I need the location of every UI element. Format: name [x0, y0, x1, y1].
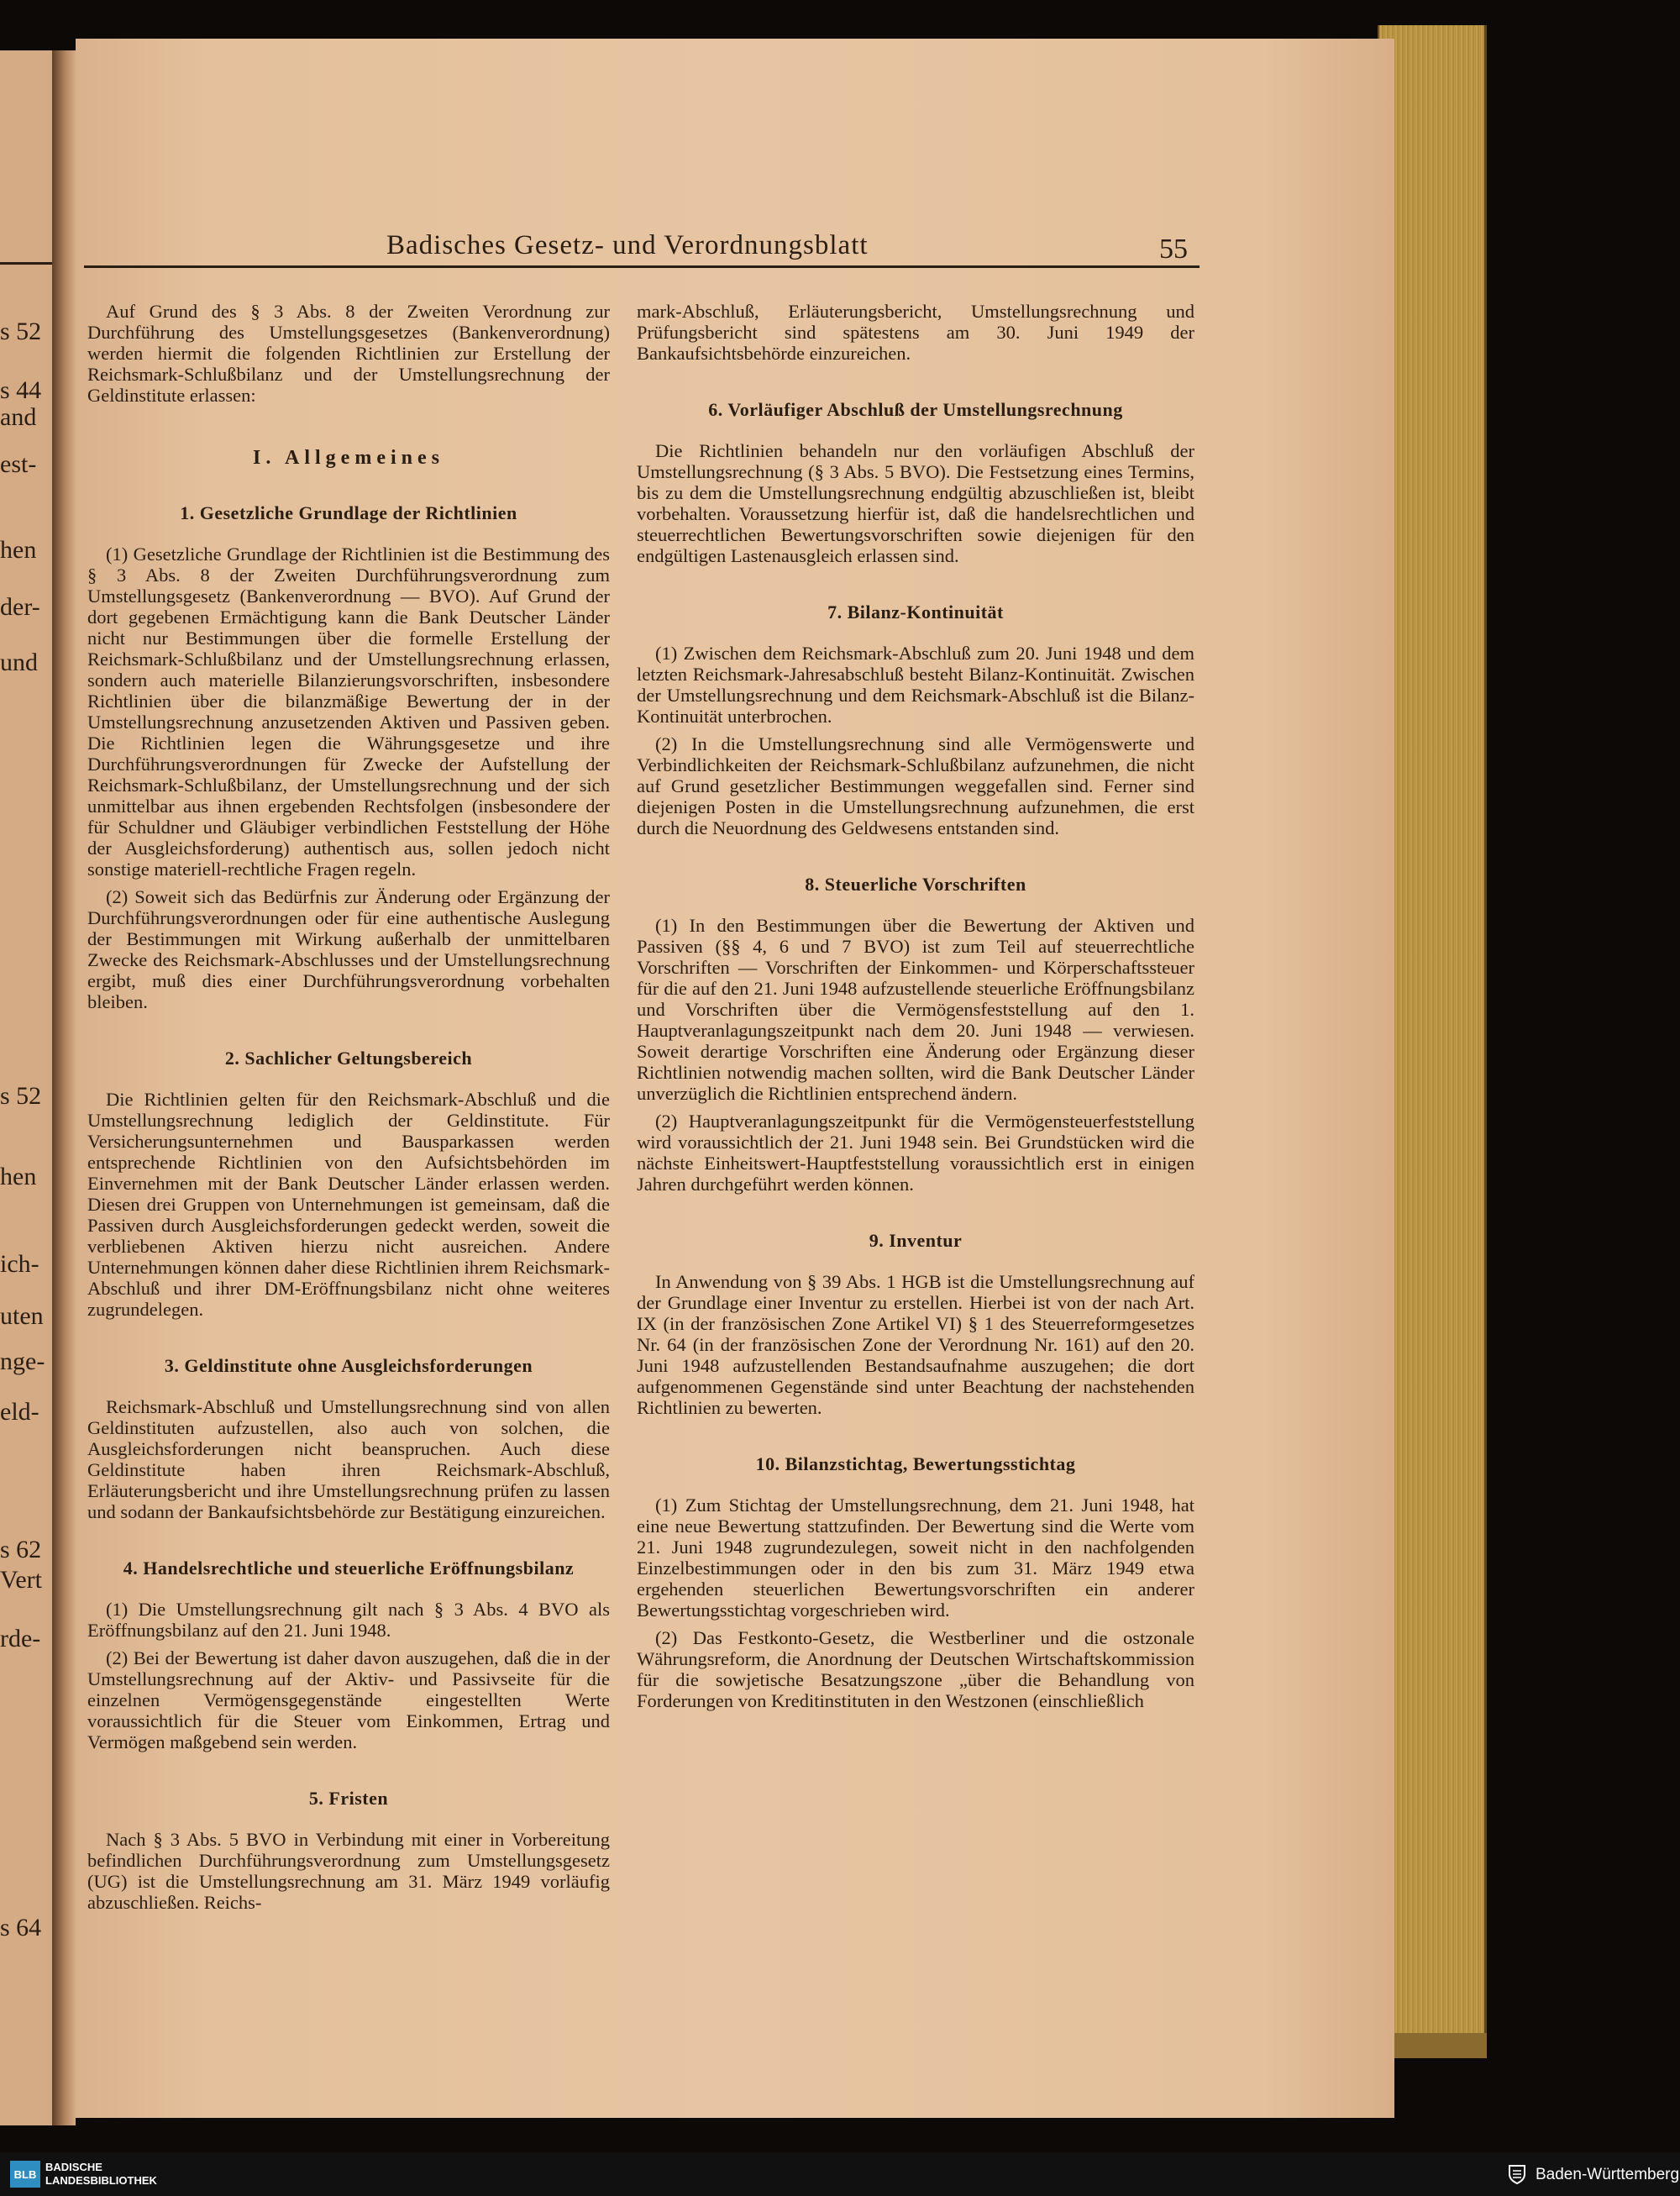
running-head: Badisches Gesetz- und Verordnungsblatt [386, 230, 869, 260]
margin-fragment: und [0, 649, 38, 676]
paragraph: (2) Bei der Bewertung ist daher davon auszugehen, daß die in der Umstellungsrechnung auf der Aktiv- und Passivseite für die einzelnen Vermögensgegenstände eingestellten Werte voraussichtlich für die Steuer vom Einkommen, Ertrag und Vermögen maßgebend sein werden. [87, 1647, 610, 1752]
paragraph: Die Richtlinien behandeln nur den vorläufigen Abschluß der Umstellungsrechnung (§ 3 Abs. 5 BVO). Die Festsetzung eines Termins, bis zu dem die Umstellungsrechnung endgültig abzuschließen ist, bleibt vorbehalten. Voraussetzung hierfür ist, daß die handelsrechtlichen und steuerrechtlichen Bewertungsvorschriften sowie diejenigen für den endgültigen Lastenausgleich erlassen sind. [637, 440, 1194, 566]
paragraph: (1) Zum Stichtag der Umstellungsrechnung, dem 21. Juni 1948, hat eine neue Bewertung stattzufinden. Der Bewertung sind die Werte vom 21. Juni 1948 zugrundezulegen, soweit nicht in den nachfolgenden Einzelbestimmungen oder in den bis zum 31. März 1949 etwa ergehenden steuerlichen Bewertungsvorschriften ein anderer Bewertungsstichtag vorgeschrieben wird. [637, 1495, 1194, 1621]
margin-fragment: est- [0, 450, 37, 478]
library-name-line: BADISCHE [45, 2161, 102, 2173]
library-name-line: LANDESBIBLIOTHEK [45, 2174, 157, 2187]
section-heading: 9. Inventur [869, 1230, 963, 1251]
paragraph: (2) In die Umstellungsrechnung sind alle Vermögenswerte und Verbindlichkeiten der Reichsmark-Schlußbilanz aufzunehmen, die nicht auf Grund gesetzlicher Bestimmungen weggefallen sind. Ferner sind diejenigen Posten in die Umstellungsrechnung aufzunehmen, die erst durch die Neuordnung des Geldwesens entstanden sind. [637, 733, 1194, 838]
library-name [45, 2161, 157, 2188]
book-gutter [52, 50, 76, 2125]
page-edges-bottom [1390, 2033, 1487, 2058]
section-heading: 1. Gesetzliche Grundlage der Richtlinien [180, 502, 517, 523]
paragraph: (1) Zwischen dem Reichsmark-Abschluß zum 20. Juni 1948 und dem letzten Reichsmark-Jahresabschluß besteht Bilanz-Kontinuität. Zwischen der Umstellungsrechnung und dem Reichsmark-Abschluß ist die Bilanz-Kontinuität unterbrochen. [637, 643, 1194, 727]
paragraph: Nach § 3 Abs. 5 BVO in Verbindung mit einer in Vorbereitung befindlichen Durchführungsverordnung zum Umstellungsgesetz (UG) ist die Umstellungsrechnung am 31. März 1949 vorläufig abzuschließen. Reichs- [87, 1829, 610, 1913]
section-heading: 3. Geldinstitute ohne Ausgleichsforderungen [164, 1355, 533, 1376]
section-heading: 10. Bilanzstichtag, Bewertungsstichtag [755, 1453, 1076, 1474]
paragraph: In Anwendung von § 39 Abs. 1 HGB ist die Umstellungsrechnung auf der Grundlage einer Inventur zu erstellen. Hierbei ist von der nach Art. IX (in der französischen Zone Artikel VI) § 1 des Steuerreformgesetzes Nr. 64 (in der französischen Zone der Verordnung Nr. 161) auf den 20. Juni 1948 aufzustellenden Bestandsaufnahme auszugehen; die dort aufgenommenen Gegenstände sind unter Beachtung der nachstehenden Richtlinien zu bewerten. [637, 1271, 1194, 1418]
previous-page-strip [0, 50, 55, 2125]
right-column [637, 301, 1194, 1718]
paragraph: (1) In den Bestimmungen über die Bewertung der Aktiven und Passiven (§§ 4, 6 und 7 BVO) ist zum Teil auf steuerrechtliche Vorschriften — Vorschriften der Einkommen- und Körperschaftssteuer für die auf den 21. Juni 1948 aufzustellende steuerliche Eröffnungsbilanz und Vorschriften über die Vermögensfeststellung auf den 1. Hauptveranlagungszeitpunkt nach dem 20. Juni 1948 — verwiesen. Soweit derartige Vorschriften eine Änderung oder Ergänzung dieser Richtlinien notwendig machen sollten, wird die Bank Deutscher Länder unverzüglich die Richtlinien entsprechend ändern. [637, 915, 1194, 1104]
margin-fragment: eld- [0, 1398, 39, 1426]
paragraph: (1) Die Umstellungsrechnung gilt nach § 3 Abs. 4 BVO als Eröffnungsbilanz auf den 21. Juni 1948. [87, 1599, 610, 1641]
margin-fragment: Vert [0, 1566, 42, 1594]
margin-fragment: s 44 [0, 376, 42, 404]
margin-fragment: ich- [0, 1250, 39, 1278]
section-heading: 2. Sachlicher Geltungsbereich [224, 1048, 473, 1069]
footer-bar [0, 2152, 1680, 2196]
paragraph: (1) Gesetzliche Grundlage der Richtlinien ist die Bestimmung des § 3 Abs. 8 der Zweiten Durchführungsverordnung zum Umstellungsgesetz (Bankenverordnung — BVO). Auf Grund der dort gegebenen Ermächtigung kann die Bank Deutscher Länder nicht nur Bestimmungen über die formelle Erstellung der Reichsmark-Schlußbilanz und der Umstellungsrechnung erlassen, sondern auch materielle Bilanzierungsvorschriften, insbesondere Richtlinien über die bilanzmäßige Bewertung der in der Umstellungsrechnung anzusetzenden Aktiven und Passiven geben. Die Richtlinien legen die Währungsgesetze und ihre Durchführungsverordnungen für Zwecke der Aufstellung der Reichsmark-Schlußbilanz, der Umstellungsrechnung und der sich unmittelbar aus ihnen ergebenden Rechtsfolgen (insbesondere der für Schuldner und Gläubiger verbindlichen Feststellung der Höhe der Ausgleichsforderung) authentisch aus, sollen jedoch nicht sonstige materiell-rechtliche Fragen regeln. [87, 544, 610, 880]
section-heading: 8. Steuerliche Vorschriften [805, 874, 1026, 895]
paragraph: (2) Das Festkonto-Gesetz, die Westberliner und die ostzonale Währungsreform, die Anordnung der Deutschen Wirtschaftskommission für die sowjetische Besatzungszone „über die Behandlung von Forderungen von Kreditinstituten in den Westzonen (einschließlich [637, 1627, 1194, 1711]
paragraph: mark-Abschluß, Erläuterungsbericht, Umstellungsrechnung und Prüfungsbericht sind spätestens am 30. Juni 1949 der Bankaufsichtsbehörde einzureichen. [637, 301, 1194, 364]
section-heading: 5. Fristen [308, 1788, 389, 1809]
margin-fragment: rde- [0, 1625, 41, 1652]
intro-paragraph: Auf Grund des § 3 Abs. 8 der Zweiten Verordnung zur Durchführung des Umstellungsgesetzes (Bankenverordnung) werden hiermit die folgenden Richtlinien zur Erstellung der Reichsmark-Schlußbilanz und der Umstellungsrechnung der Geldinstitute erlassen: [87, 301, 610, 406]
left-column [87, 301, 610, 1920]
section-heading: 7. Bilanz-Kontinuität [827, 602, 1004, 623]
paragraph: Reichsmark-Abschluß und Umstellungsrechnung sind von allen Geldinstituten aufzustellen, also auch von solchen, die Ausgleichsforderungen nicht beanspruchen. Auch diese Geldinstitute haben ihren Reichsmark-Abschluß, Erläuterungsbericht und ihre Umstellungsrechnung prüfen zu lassen und sodann der Bankaufsichtsbehörde zur Bestätigung einzureichen. [87, 1396, 610, 1522]
margin-fragment: uten [0, 1302, 44, 1330]
previous-page-rule [0, 262, 52, 265]
margin-fragment: s 64 [0, 1914, 42, 1941]
margin-fragment: der- [0, 593, 40, 621]
state-name: Baden-Württemberg [1536, 2166, 1680, 2183]
margin-fragment: nge- [0, 1348, 45, 1375]
part-heading: I. Allgemeines [253, 447, 444, 469]
margin-fragment: s 52 [0, 1082, 42, 1110]
library-logo: BLB [10, 2161, 40, 2188]
paragraph: (2) Soweit sich das Bedürfnis zur Änderung oder Ergänzung der Durchführungsverordnungen oder für eine authentische Auslegung der Bestimmungen mit Wirkung außerhalb der unmittelbaren Zwecke des Reichsmark-Abschlusses und der Umstellungsrechnung ergibt, muß dies einer Durchführungsverordnung vorbehalten bleiben. [87, 886, 610, 1012]
margin-fragment: s 62 [0, 1536, 42, 1563]
header-rule [84, 265, 1200, 268]
page-number: 55 [1159, 234, 1188, 265]
margin-fragment: and [0, 403, 37, 431]
margin-fragment: s 52 [0, 318, 42, 345]
margin-fragment: hen [0, 536, 37, 564]
paragraph: Die Richtlinien gelten für den Reichsmark-Abschluß und die Umstellungsrechnung lediglich der Geldinstitute. Für Versicherungsunternehmen und Bausparkassen werden entsprechende Richtlinien von den Aufsichtsbehörden im Einvernehmen mit der Bank Deutscher Länder erlassen werden. Diesen drei Gruppen von Unternehmungen ist gemeinsam, daß die Passiven durch Ausgleichsforderungen gedeckt werden, soweit die verbliebenen Aktiven hierzu nicht ausreichen. Andere Unternehmungen können daher diese Richtlinien ihrem Reichsmark-Abschluß und ihrer DM-Eröffnungsbilanz nicht ohne weiteres zugrundelegen. [87, 1089, 610, 1320]
margin-fragment: hen [0, 1163, 37, 1190]
section-heading: 4. Handelsrechtliche und steuerliche Eröffnungsbilanz [123, 1558, 575, 1579]
state-crest-icon [1508, 2164, 1526, 2184]
section-heading: 6. Vorläufiger Abschluß der Umstellungsrechnung [708, 399, 1123, 420]
paragraph: (2) Hauptveranlagungszeitpunkt für die Vermögensteuerfeststellung wird voraussichtlich der 21. Juni 1948 sein. Bei Grundstücken wird die nächste Einheitswert-Hauptfeststellung voraussichtlich erst in einigen Jahren durchgeführt werden können. [637, 1111, 1194, 1195]
